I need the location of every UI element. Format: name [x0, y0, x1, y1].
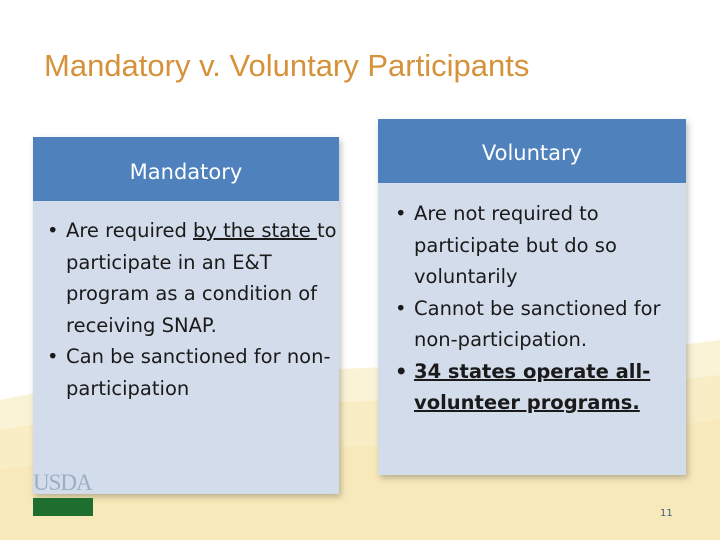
mandatory-bullet-1-post: to participate in an E&T program as a condition of receiving SNAP. — [66, 219, 337, 337]
bullet-dot-icon: • — [395, 296, 407, 320]
voluntary-bullet-2-text: Cannot be sanctioned for non-participation. — [414, 296, 661, 351]
voluntary-bullet-3-text: 34 states operate all-volunteer programs. — [414, 359, 651, 414]
page-number: 11 — [660, 508, 673, 519]
voluntary-body — [395, 198, 686, 419]
usda-logo — [33, 470, 95, 518]
voluntary-bullet-1 — [395, 198, 686, 293]
voluntary-bullet-3 — [395, 356, 686, 419]
mandatory-header: Mandatory — [33, 137, 339, 201]
bullet-dot-icon: • — [47, 345, 59, 368]
mandatory-bullet-1 — [47, 215, 339, 341]
slide-title: Mandatory v. Voluntary Participants — [44, 48, 530, 83]
mandatory-body — [47, 215, 339, 404]
mandatory-bullet-1-pre: Are required — [66, 219, 194, 242]
usda-logo-text: USDA — [33, 470, 92, 495]
voluntary-header: Voluntary — [378, 119, 686, 183]
mandatory-card — [33, 137, 339, 494]
voluntary-card — [378, 119, 686, 475]
voluntary-bullet-1-text: Are not required to participate but do so voluntarily — [414, 202, 617, 288]
voluntary-bullet-2 — [395, 293, 686, 356]
mandatory-bullet-1-underlined: by the state — [193, 219, 317, 242]
bullet-dot-icon: • — [395, 202, 407, 225]
mandatory-bullet-list — [47, 215, 339, 404]
usda-logo-bar — [33, 498, 93, 516]
voluntary-bullet-list — [395, 198, 686, 419]
bullet-dot-icon: • — [47, 219, 59, 242]
mandatory-bullet-2-text: Can be sanctioned for non-participation — [66, 345, 331, 400]
bullet-dot-icon: • — [395, 359, 408, 383]
mandatory-bullet-2 — [47, 341, 339, 404]
